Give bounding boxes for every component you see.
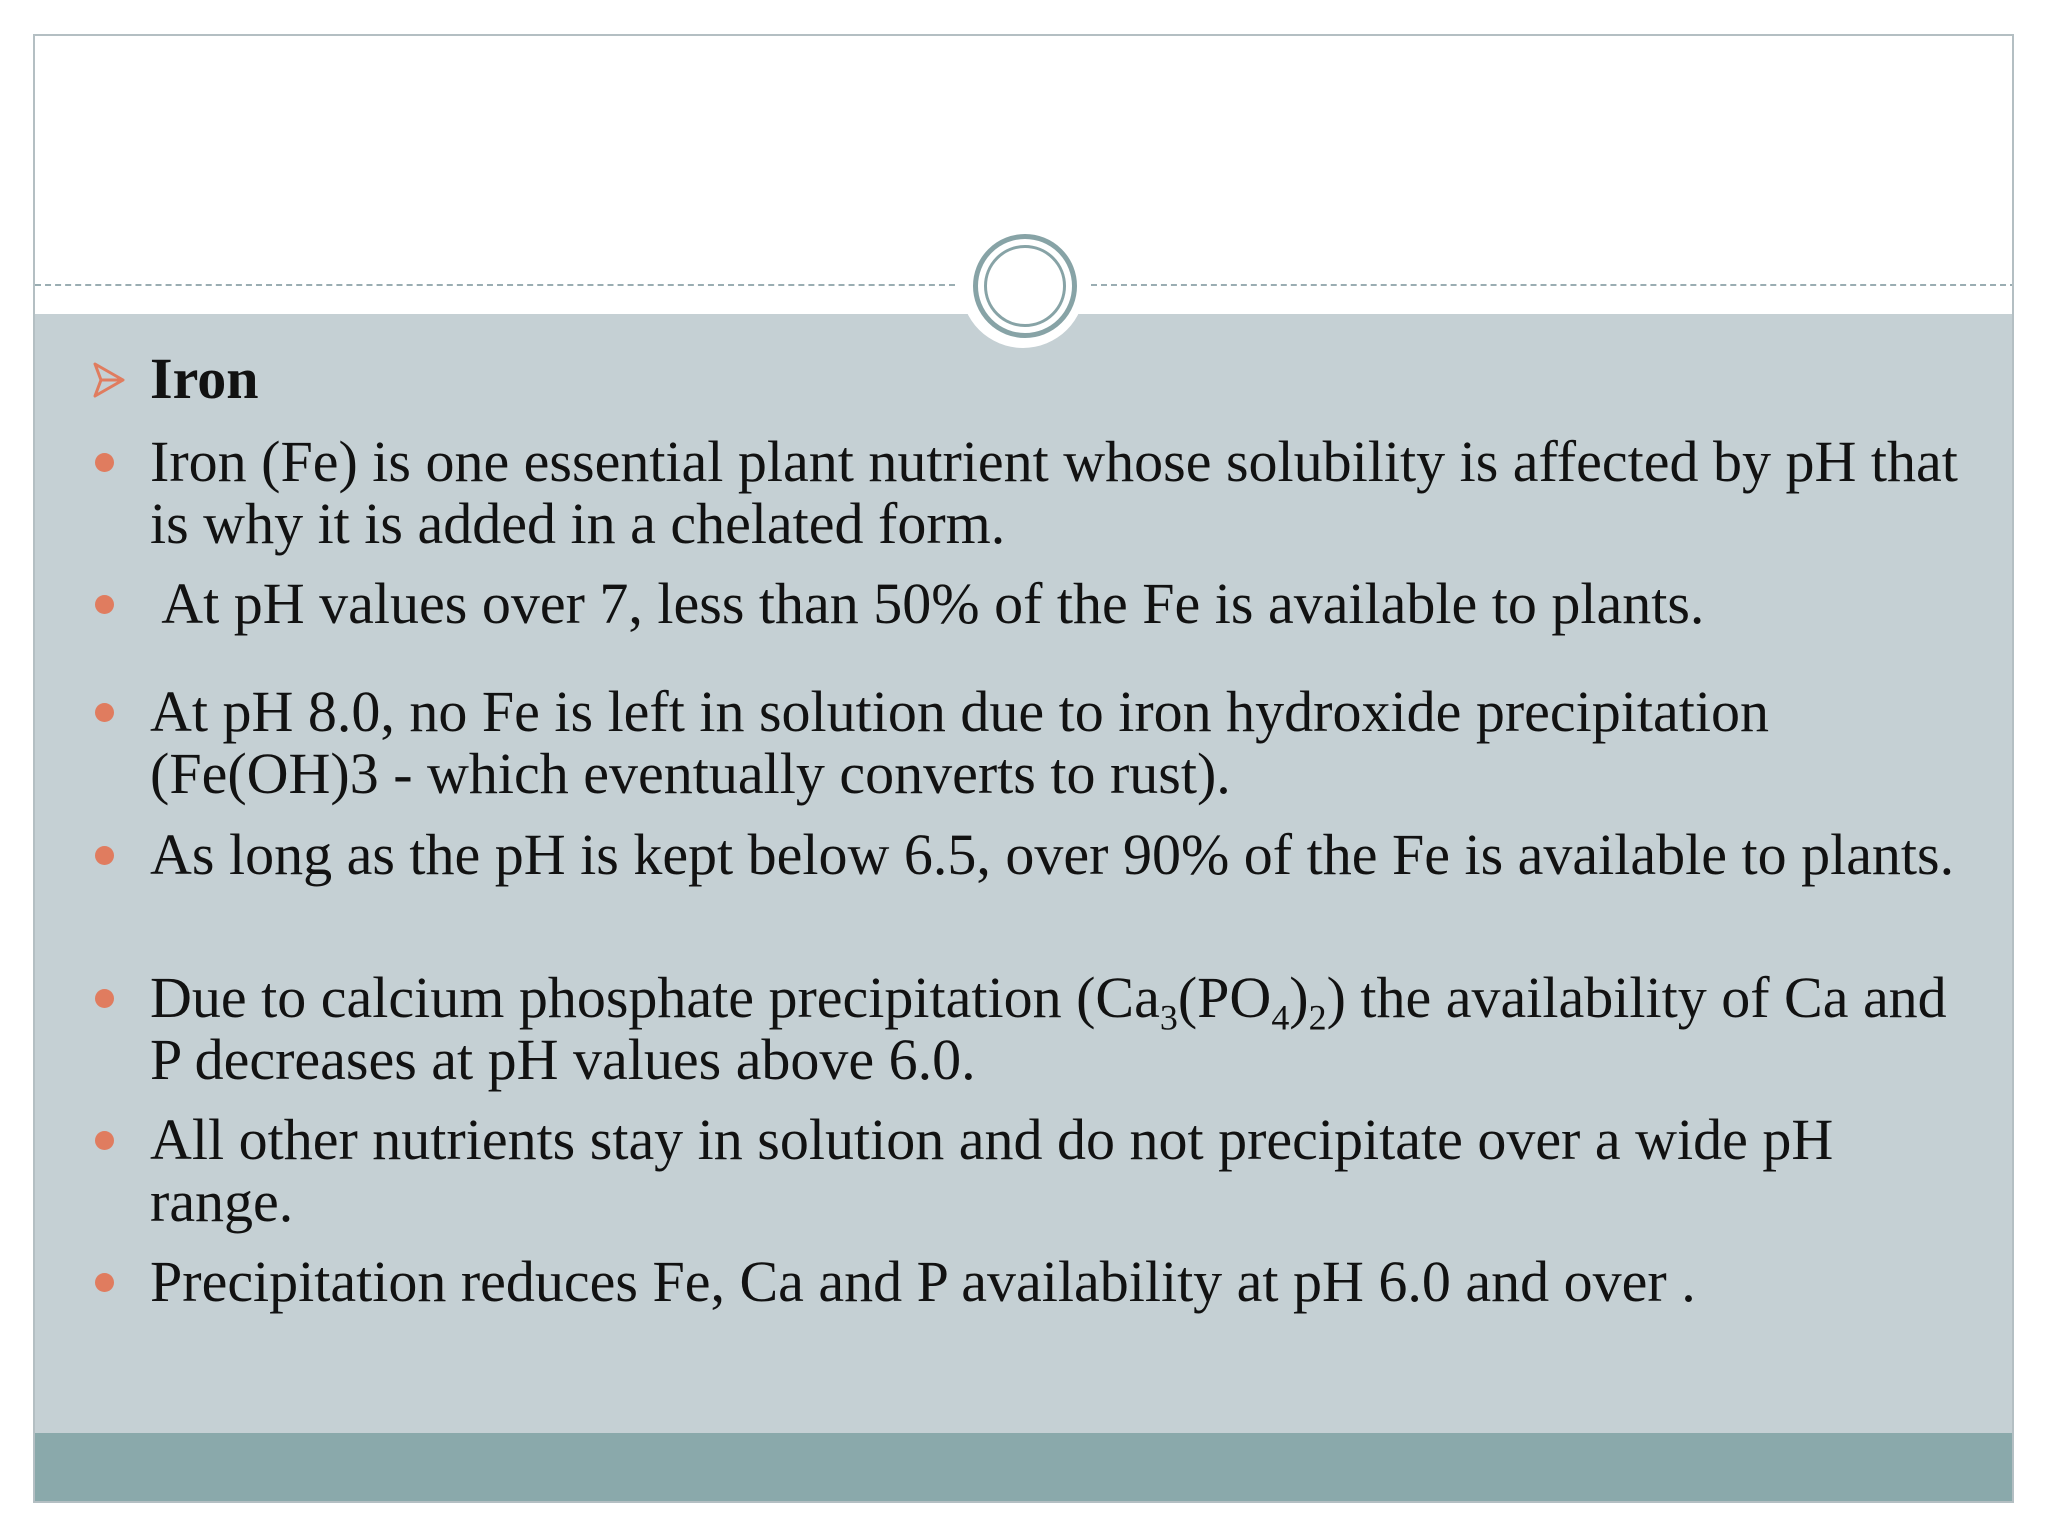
dot-bullet-icon xyxy=(95,453,114,472)
bullet-text-5-part4: ) the availability of Ca and P decreases at pH values above 6.0. xyxy=(150,965,1947,1092)
dot-bullet-icon xyxy=(95,846,114,865)
bullet-text-4: As long as the pH is kept below 6.5, over 90% of the Fe is available to plants. xyxy=(150,822,1955,887)
bullet-text-5-part3: ) xyxy=(1289,965,1309,1030)
bullet-text-5-part2: (PO xyxy=(1177,965,1272,1030)
bullet-text-1: Iron (Fe) is one essential plant nutrient whose solubility is affected by pH that is why it is added in a chelated form. xyxy=(150,429,1958,556)
bullet-text-5 xyxy=(150,967,1970,1091)
header-divider-right xyxy=(1091,284,2014,286)
bullet-text-6: All other nutrients stay in solution and do not precipitate over a wide pH range. xyxy=(150,1107,1834,1234)
dot-bullet-icon xyxy=(95,703,114,722)
header-divider-left xyxy=(35,284,955,286)
section-heading: Iron xyxy=(150,346,259,411)
dot-bullet-icon xyxy=(95,595,114,614)
dot-bullet-icon xyxy=(95,989,114,1008)
slide-footer-band xyxy=(35,1433,2012,1503)
subscript-3: 3 xyxy=(1159,997,1178,1038)
arrow-bullet-icon xyxy=(93,362,125,398)
bullet-text-7: Precipitation reduces Fe, Ca and P availability at pH 6.0 and over . xyxy=(150,1249,1696,1314)
subscript-2: 2 xyxy=(1308,997,1327,1038)
double-ring-inner-icon xyxy=(984,245,1066,327)
bullet-text-3: At pH 8.0, no Fe is left in solution due to iron hydroxide precipitation (Fe(OH)3 - which eventually converts to rust). xyxy=(150,679,1769,806)
dot-bullet-icon xyxy=(95,1131,114,1150)
bullet-text-2: At pH values over 7, less than 50% of the Fe is available to plants. xyxy=(150,571,1705,636)
dot-bullet-icon xyxy=(95,1273,114,1292)
bullet-text-5-part1: Due to calcium phosphate precipitation (Ca xyxy=(150,965,1160,1030)
slide xyxy=(33,34,2014,1503)
subscript-4: 4 xyxy=(1271,997,1290,1038)
